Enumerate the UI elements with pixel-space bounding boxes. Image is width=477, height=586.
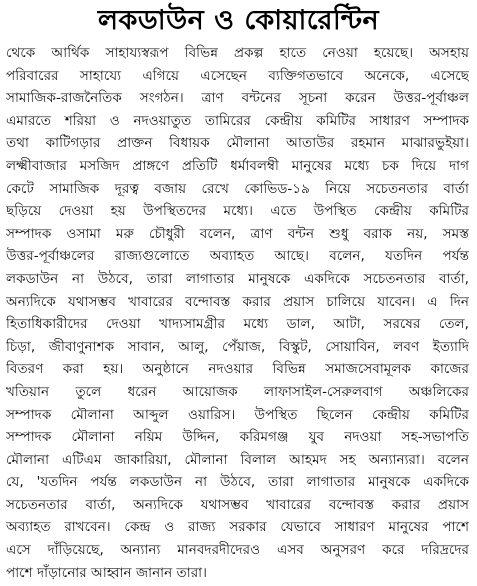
article-line: এসে দাঁড়িয়েছে, অন্যান্য মানবদরদীদেরও এসব অনুসরণ করে দরিদ্রদের — [6, 542, 469, 559]
article-line: সামাজিক-রাজনৈতিক সংগঠন। ত্রাণ বন্টনের সূচনা করেন উত্তর-পূর্বাঞ্চল — [6, 90, 469, 107]
article-line: হিতাধিকারীদের দেওয়া খাদ্যসামগ্রীর মধ্যে ডাল, আটা, সরষের তেল, — [6, 316, 469, 333]
article-line: পরিবারের সাহায্যে এগিয়ে এসেছেন ব্যক্তিগতভাবে অনেকে, এসেছে — [6, 67, 469, 84]
article-body — [0, 42, 477, 584]
article-line: অব্যাহত রাখবেন। কেন্দ্র ও রাজ্য সরকার যেভাবে সাধারণ মানুষের পাশে — [6, 519, 469, 536]
headline: লকডাউন ও কোয়ারেন্টিন — [97, 5, 380, 36]
article-line: এমারতে শরিয়া ও নদওয়াতুত তামিরের কেন্দ্রীয় কমিটির সাধারণ সম্পাদক — [6, 112, 469, 129]
article-line: সম্পাদক মৌলানা নয়িম উদ্দিন, করিমগঞ্জ যুব নদওয়া সহ-সভাপতি — [6, 429, 469, 446]
article-line: সম্পাদক মৌলানা আব্দুল ওয়ারিস। উপস্থিত ছিলেন কেন্দ্রীয় কমিটির — [6, 406, 469, 423]
article-line: তথা কাটিগড়ার প্রাক্তন বিধায়ক মৌলানা আতাউর রহমান মাঝারভুইয়া। — [6, 135, 469, 152]
article-line: চিড়া, জীবাণুনাশক সাবান, আলু, পেঁয়াজ, বিস্কুট, সোয়াবিন, লবণ ইত্যাদি — [6, 338, 469, 355]
article-line: মৌলানা এটিএম জাকারিয়া, মৌলানা বিলাল আহমদ সহ অন্যান্যরা। বলেন — [6, 451, 469, 468]
article-line: যে, 'যতদিন পর্যন্ত লকডাউন না উঠবে, তারা লাগাতার মানুষকে একদিকে — [6, 474, 469, 491]
article-line: বিতরণ করা হয়। অনুষ্ঠানে নদওয়ার বিভিন্ন সমাজসেবামূলক কাজের — [6, 361, 469, 378]
article-line: ছড়িয়ে দেওয়া হয় উপস্থিতদের মধ্যে। এতে উপস্থিত কেন্দ্রীয় কমিটির — [6, 203, 469, 220]
article-line: খতিয়ান তুলে ধরেন আয়োজক লাফাসাইল-সেরুলবাগ অঞ্চলিকের — [6, 383, 469, 400]
article-line: সম্পাদক ওসামা মরু চৌধুরী বলেন, ত্রাণ বন্টন শুধু বরাক নয়, সমস্ত — [6, 225, 469, 242]
article-line: অন্যদিকে যথাসম্ভব খাবারের বন্দোবস্ত করার প্রয়াস চালিয়ে যাবেন। এ দিন — [6, 293, 469, 310]
article-line: লক্ষ্মীবাজার মসজিদ প্রাঙ্গণে প্রতিটি ধর্মাবলম্বী মানুষের মধ্যে চক দিয়ে দাগ — [6, 157, 469, 174]
article-line: লকডাউন না উঠবে, তারা লাগাতার মানুষকে একদিকে সচেতনতার বার্তা, — [6, 270, 469, 287]
article-line: উত্তর-পূর্বাঞ্চলের রাজ্যগুলোতে অব্যাহত আছে। বলেন, যতদিন পর্যন্ত — [6, 248, 469, 265]
article-line: কেটে সামাজিক দূরত্ব বজায় রেখে কোভিড-১৯ নিয়ে সচেতনতার বার্তা — [6, 180, 469, 197]
article-line: সচেতনতার বার্তা, অন্যদিকে যথাসম্ভব খাবারের বন্দোবস্ত করার প্রয়াস — [6, 496, 469, 513]
article-line: পাশে দাঁড়ানোর আহ্বান জানান তারা। — [6, 564, 207, 581]
article-line: থেকে আর্থিক সাহায্যস্বরূপ বিভিন্ন প্রকল্প হাতে নেওয়া হয়েছে। অসহায় — [6, 45, 469, 61]
